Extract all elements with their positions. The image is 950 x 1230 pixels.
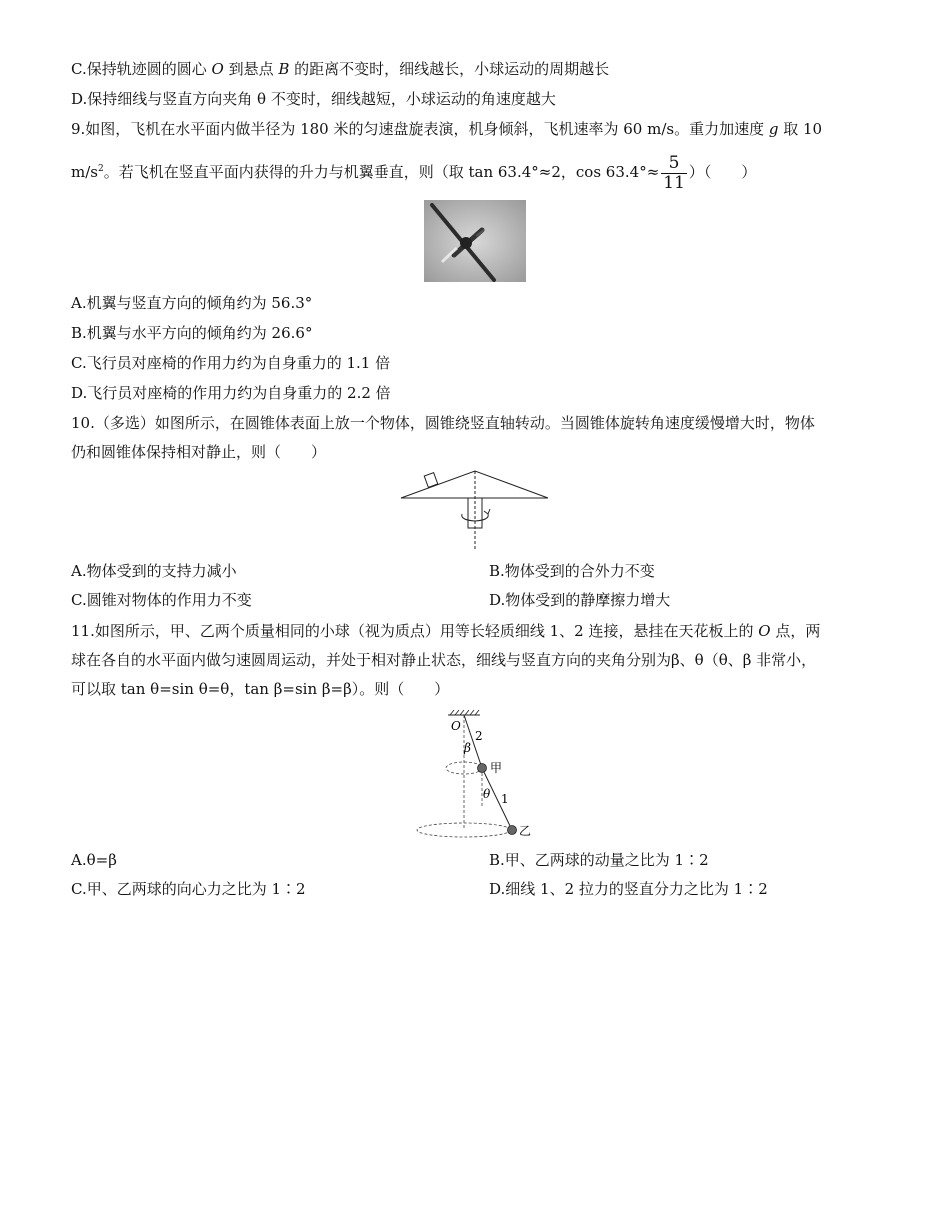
fraction: $\frac{5}{11}$ — [663, 152, 685, 193]
q8-option-c: C.保持轨迹圆的圆心 O 到悬点 B 的距离不变时，细线越长，小球运动的周期越长 — [71, 60, 610, 78]
pendulum-diagram — [412, 708, 542, 844]
q10-option-a: A.物体受到的支持力减小 — [71, 562, 237, 580]
label-jia: 甲 — [490, 761, 503, 775]
q10-stem-line2: 仍和圆锥体保持相对静止，则（ ） — [71, 443, 327, 461]
q11-stem-line3: 可以取 tan θ=sin θ=θ，tan β=sin β=β）。则（ ） — [71, 680, 450, 698]
q8-option-d: D.保持细线与竖直方向夹角 θ 不变时，细线越短，小球运动的角速度越大 — [71, 90, 556, 108]
q9-option-b: B.机翼与水平方向的倾角约为 26.6° — [71, 324, 313, 342]
q10-stem-line1: 10.（多选）如图所示，在圆锥体表面上放一个物体，圆锥绕竖直轴转动。当圆锥体旋转角速度缓慢增大时，物体 — [71, 414, 815, 432]
label-beta: β — [464, 741, 471, 755]
q10-option-d: D.物体受到的静摩擦力增大 — [489, 591, 671, 609]
label-o: O — [451, 719, 461, 733]
airplane-photo — [424, 200, 526, 282]
q11-option-d: D.细线 1、2 拉力的竖直分力之比为 1∶2 — [489, 880, 768, 898]
q10-option-c: C.圆锥对物体的作用力不变 — [71, 591, 252, 609]
q9-option-d: D.飞行员对座椅的作用力约为自身重力的 2.2 倍 — [71, 384, 391, 402]
q11-option-c: C.甲、乙两球的向心力之比为 1∶2 — [71, 880, 306, 898]
label-line-2: 2 — [475, 729, 483, 743]
q11-option-b: B.甲、乙两球的动量之比为 1∶2 — [489, 851, 709, 869]
q9-stem-line2: $m/s^2$。若飞机在竖直平面内获得的升力与机翼垂直，则（取 tan 63.4°≈2，cos 63.4°≈ $\frac{5}{11}$ ）（ ） — [71, 152, 757, 193]
q11-option-a: A.θ=β — [71, 851, 117, 869]
q9-stem-line1: 9.如图，飞机在水平面内做半径为 180 米的匀速盘旋表演，机身倾斜，飞机速率为 60 m/s。重力加速度 g 取 10 — [71, 120, 823, 138]
label-line-1: 1 — [501, 792, 509, 806]
q9-option-a: A.机翼与竖直方向的倾角约为 56.3° — [71, 294, 313, 312]
q9-option-c: C.飞行员对座椅的作用力约为自身重力的 1.1 倍 — [71, 354, 391, 372]
label-theta: θ — [483, 787, 491, 801]
label-yi: 乙 — [519, 824, 532, 838]
cone-diagram — [398, 468, 550, 552]
q10-option-b: B.物体受到的合外力不变 — [489, 562, 655, 580]
q11-stem-line2: 球在各自的水平面内做匀速圆周运动，并处于相对静止状态，细线与竖直方向的夹角分别为β、θ（θ、β 非常小， — [71, 651, 817, 669]
q11-stem-line1: 11.如图所示，甲、乙两个质量相同的小球（视为质点）用等长轻质细线 1、2 连接，悬挂在天花板上的 O 点，两 — [71, 622, 821, 640]
